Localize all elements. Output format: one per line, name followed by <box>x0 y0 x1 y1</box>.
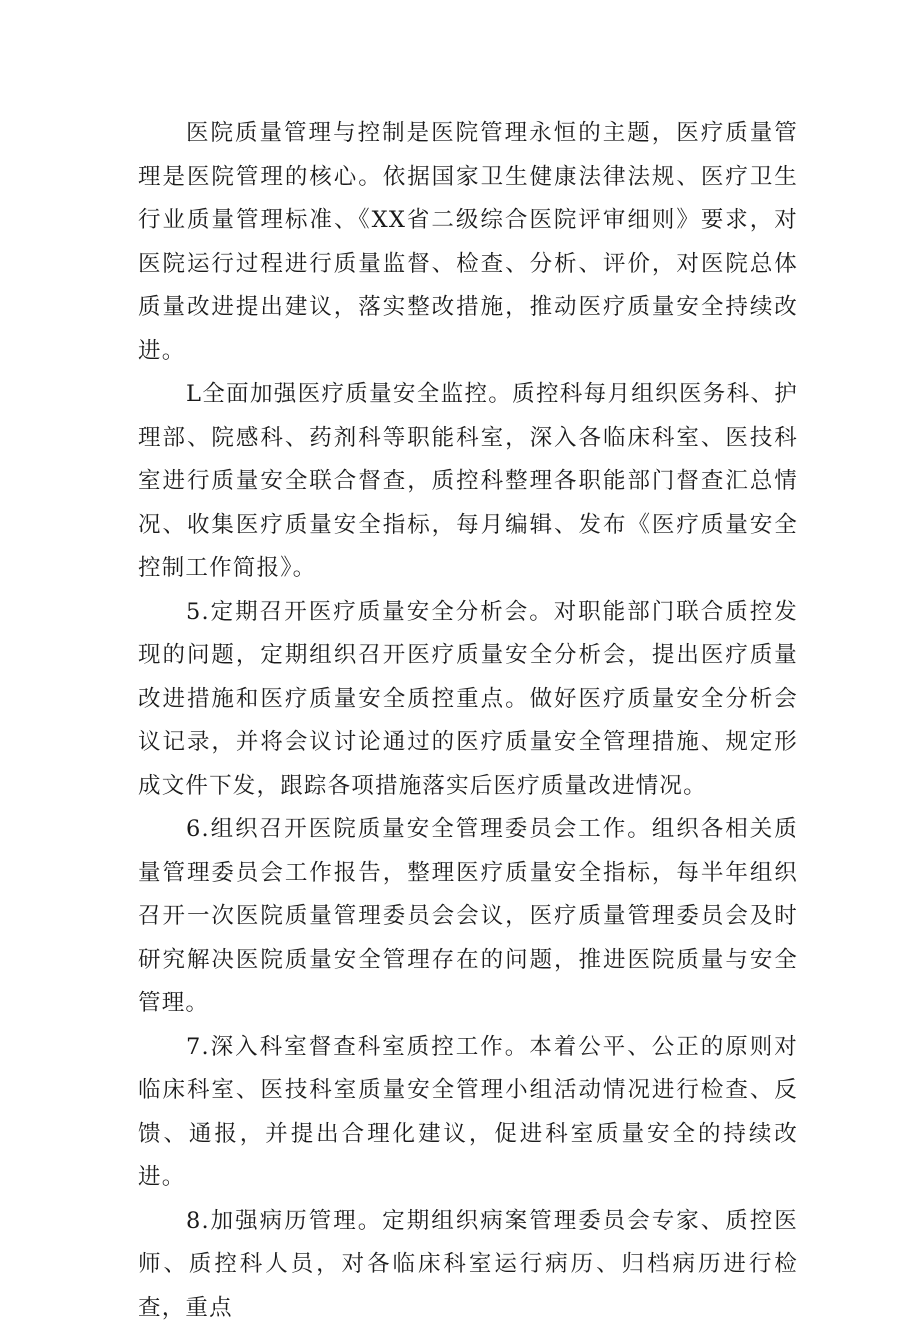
paragraph-item-6: 6.组织召开医院质量安全管理委员会工作。组织各相关质量管理委员会工作报告，整理医疗质量安全指标，每半年组织召开一次医院质量管理委员会会议，医疗质量管理委员会及时研究解决医院质量安全管理存在的问题，推进医院质量与安全管理。 <box>138 808 798 1026</box>
document-body <box>138 112 798 1330</box>
paragraph-item-5: 5.定期召开医疗质量安全分析会。对职能部门联合质控发现的问题，定期组织召开医疗质量安全分析会，提出医疗质量改进措施和医疗质量安全质控重点。做好医疗质量安全分析会议记录，并将会议讨论通过的医疗质量安全管理措施、规定形成文件下发，跟踪各项措施落实后医疗质量改进情况。 <box>138 591 798 809</box>
paragraph-item-7: 7.深入科室督查科室质控工作。本着公平、公正的原则对临床科室、医技科室质量安全管理小组活动情况进行检查、反馈、通报，并提出合理化建议，促进科室质量安全的持续改进。 <box>138 1026 798 1200</box>
paragraph-item-8: 8.加强病历管理。定期组织病案管理委员会专家、质控医师、质控科人员，对各临床科室运行病历、归档病历进行检查，重点 <box>138 1200 798 1330</box>
paragraph-intro: 医院质量管理与控制是医院管理永恒的主题，医疗质量管理是医院管理的核心。依据国家卫生健康法律法规、医疗卫生行业质量管理标准、《XX省二级综合医院评审细则》要求，对医院运行过程进行质量监督、检查、分析、评价，对医院总体质量改进提出建议，落实整改措施，推动医疗质量安全持续改进。 <box>138 112 798 373</box>
paragraph-item-l: L全面加强医疗质量安全监控。质控科每月组织医务科、护理部、院感科、药剂科等职能科室，深入各临床科室、医技科室进行质量安全联合督查，质控科整理各职能部门督查汇总情况、收集医疗质量安全指标，每月编辑、发布《医疗质量安全控制工作简报》。 <box>138 373 798 591</box>
